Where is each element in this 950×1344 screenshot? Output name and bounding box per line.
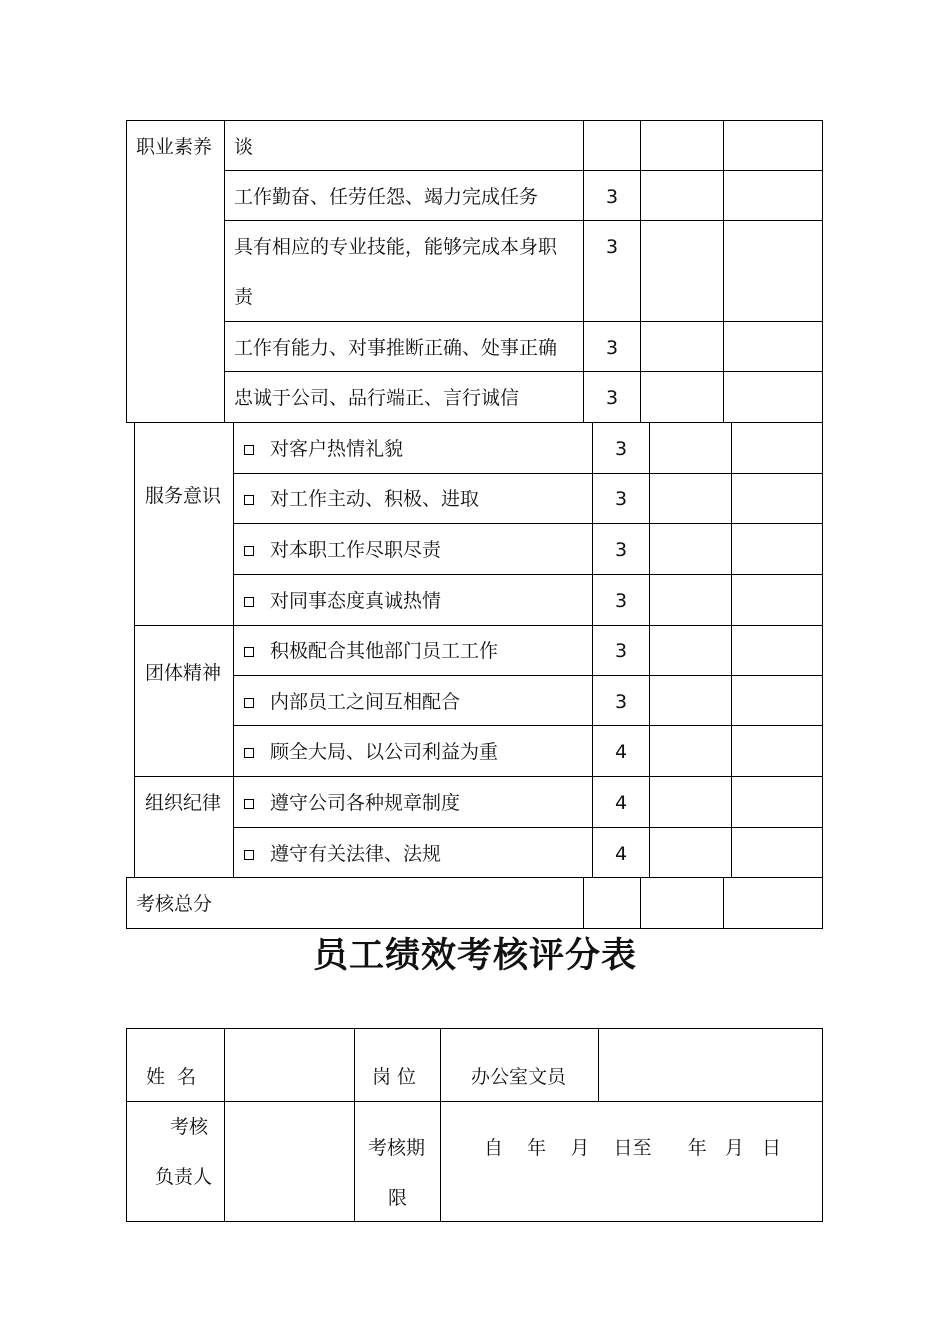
table-border [224, 220, 823, 221]
category-label: 职业素养 [136, 136, 213, 158]
table-border [640, 120, 641, 422]
score-value: 3 [605, 337, 619, 359]
score-value: 4 [614, 792, 628, 814]
table-border [126, 928, 823, 929]
table-border [822, 1028, 823, 1222]
score-value: 3 [614, 488, 628, 510]
table-border [583, 120, 584, 422]
table-border [224, 120, 225, 422]
position-label: 岗 位 [372, 1066, 417, 1088]
score-value: 3 [614, 438, 628, 460]
name-field[interactable] [225, 1066, 354, 1088]
reviewer-label: 考核 [170, 1116, 209, 1138]
score-value: 3 [605, 186, 619, 208]
item-text: 内部员工之间互相配合 [270, 691, 461, 713]
table-border [126, 120, 823, 121]
table-border [126, 422, 823, 423]
item-text: 遵守公司各种规章制度 [270, 792, 461, 814]
checkbox[interactable] [244, 698, 254, 708]
checkbox[interactable] [244, 495, 254, 505]
checkbox[interactable] [244, 445, 254, 455]
table-border [822, 120, 823, 928]
table-border [126, 120, 127, 422]
score-value: 3 [614, 539, 628, 561]
score-value: 3 [605, 236, 619, 258]
table-border [126, 877, 823, 878]
table-border [233, 827, 823, 828]
period-label: 考核期 [368, 1137, 426, 1159]
checkbox[interactable] [244, 546, 254, 556]
table-border [731, 422, 732, 877]
position-value: 办公室文员 [471, 1066, 567, 1088]
table-border [224, 1028, 225, 1222]
item-text: 责 [234, 286, 254, 308]
total-label: 考核总分 [136, 893, 213, 915]
checkbox[interactable] [244, 850, 254, 860]
item-text: 对工作主动、积极、进取 [270, 488, 480, 510]
item-text: 对同事态度真诚热情 [270, 590, 442, 612]
table-border [440, 1028, 441, 1222]
table-border [134, 422, 135, 877]
table-border [354, 1028, 355, 1222]
score-value: 4 [614, 741, 628, 763]
checkbox[interactable] [244, 647, 254, 657]
item-text: 忠诚于公司、品行端正、言行诚信 [234, 387, 520, 409]
category-label: 服务意识 [145, 485, 222, 507]
table-border [126, 877, 127, 928]
item-text: 工作勤奋、任劳任怨、竭力完成任务 [234, 186, 539, 208]
table-border [723, 877, 724, 928]
item-text: 具有相应的专业技能，能够完成本身职 [234, 236, 558, 258]
table-border [233, 725, 823, 726]
score-value: 3 [614, 590, 628, 612]
table-border [224, 321, 823, 322]
table-border [126, 1101, 823, 1102]
table-border [126, 1028, 823, 1029]
period-label: 限 [388, 1187, 408, 1209]
table-border [723, 120, 724, 422]
item-text: 对客户热情礼貌 [270, 438, 404, 460]
table-border [233, 675, 823, 676]
table-border [134, 625, 823, 626]
score-value: 3 [614, 691, 628, 713]
table-border [598, 1028, 599, 1101]
name-label: 姓 名 [146, 1066, 197, 1088]
table-border [640, 877, 641, 928]
table-border [224, 170, 823, 171]
category-label: 组织纪律 [145, 792, 222, 814]
page-title: 员工绩效考核评分表 [312, 936, 637, 976]
table-border [583, 877, 584, 928]
score-value: 4 [614, 843, 628, 865]
reviewer-field[interactable] [225, 1137, 354, 1159]
period-value[interactable]: 自 年 月 日至 年 月 日 [484, 1137, 781, 1159]
item-text: 工作有能力、对事推断正确、处事正确 [234, 337, 558, 359]
table-border [649, 422, 650, 877]
item-text: 积极配合其他部门员工工作 [270, 640, 499, 662]
table-border [134, 776, 823, 777]
table-border [233, 422, 234, 877]
item-text: 对本职工作尽职尽责 [270, 539, 442, 561]
checkbox[interactable] [244, 597, 254, 607]
table-border [126, 1221, 823, 1222]
checkbox[interactable] [244, 799, 254, 809]
reviewer-label: 负责人 [155, 1166, 213, 1188]
table-border [126, 1028, 127, 1222]
score-value: 3 [605, 387, 619, 409]
table-border [233, 473, 823, 474]
item-text: 谈 [234, 136, 254, 158]
table-border [233, 574, 823, 575]
table-border [224, 371, 823, 372]
score-value: 3 [614, 640, 628, 662]
item-text: 遵守有关法律、法规 [270, 843, 442, 865]
table-border [233, 523, 823, 524]
checkbox[interactable] [244, 748, 254, 758]
item-text: 顾全大局、以公司利益为重 [270, 741, 499, 763]
category-label: 团体精神 [145, 662, 222, 684]
